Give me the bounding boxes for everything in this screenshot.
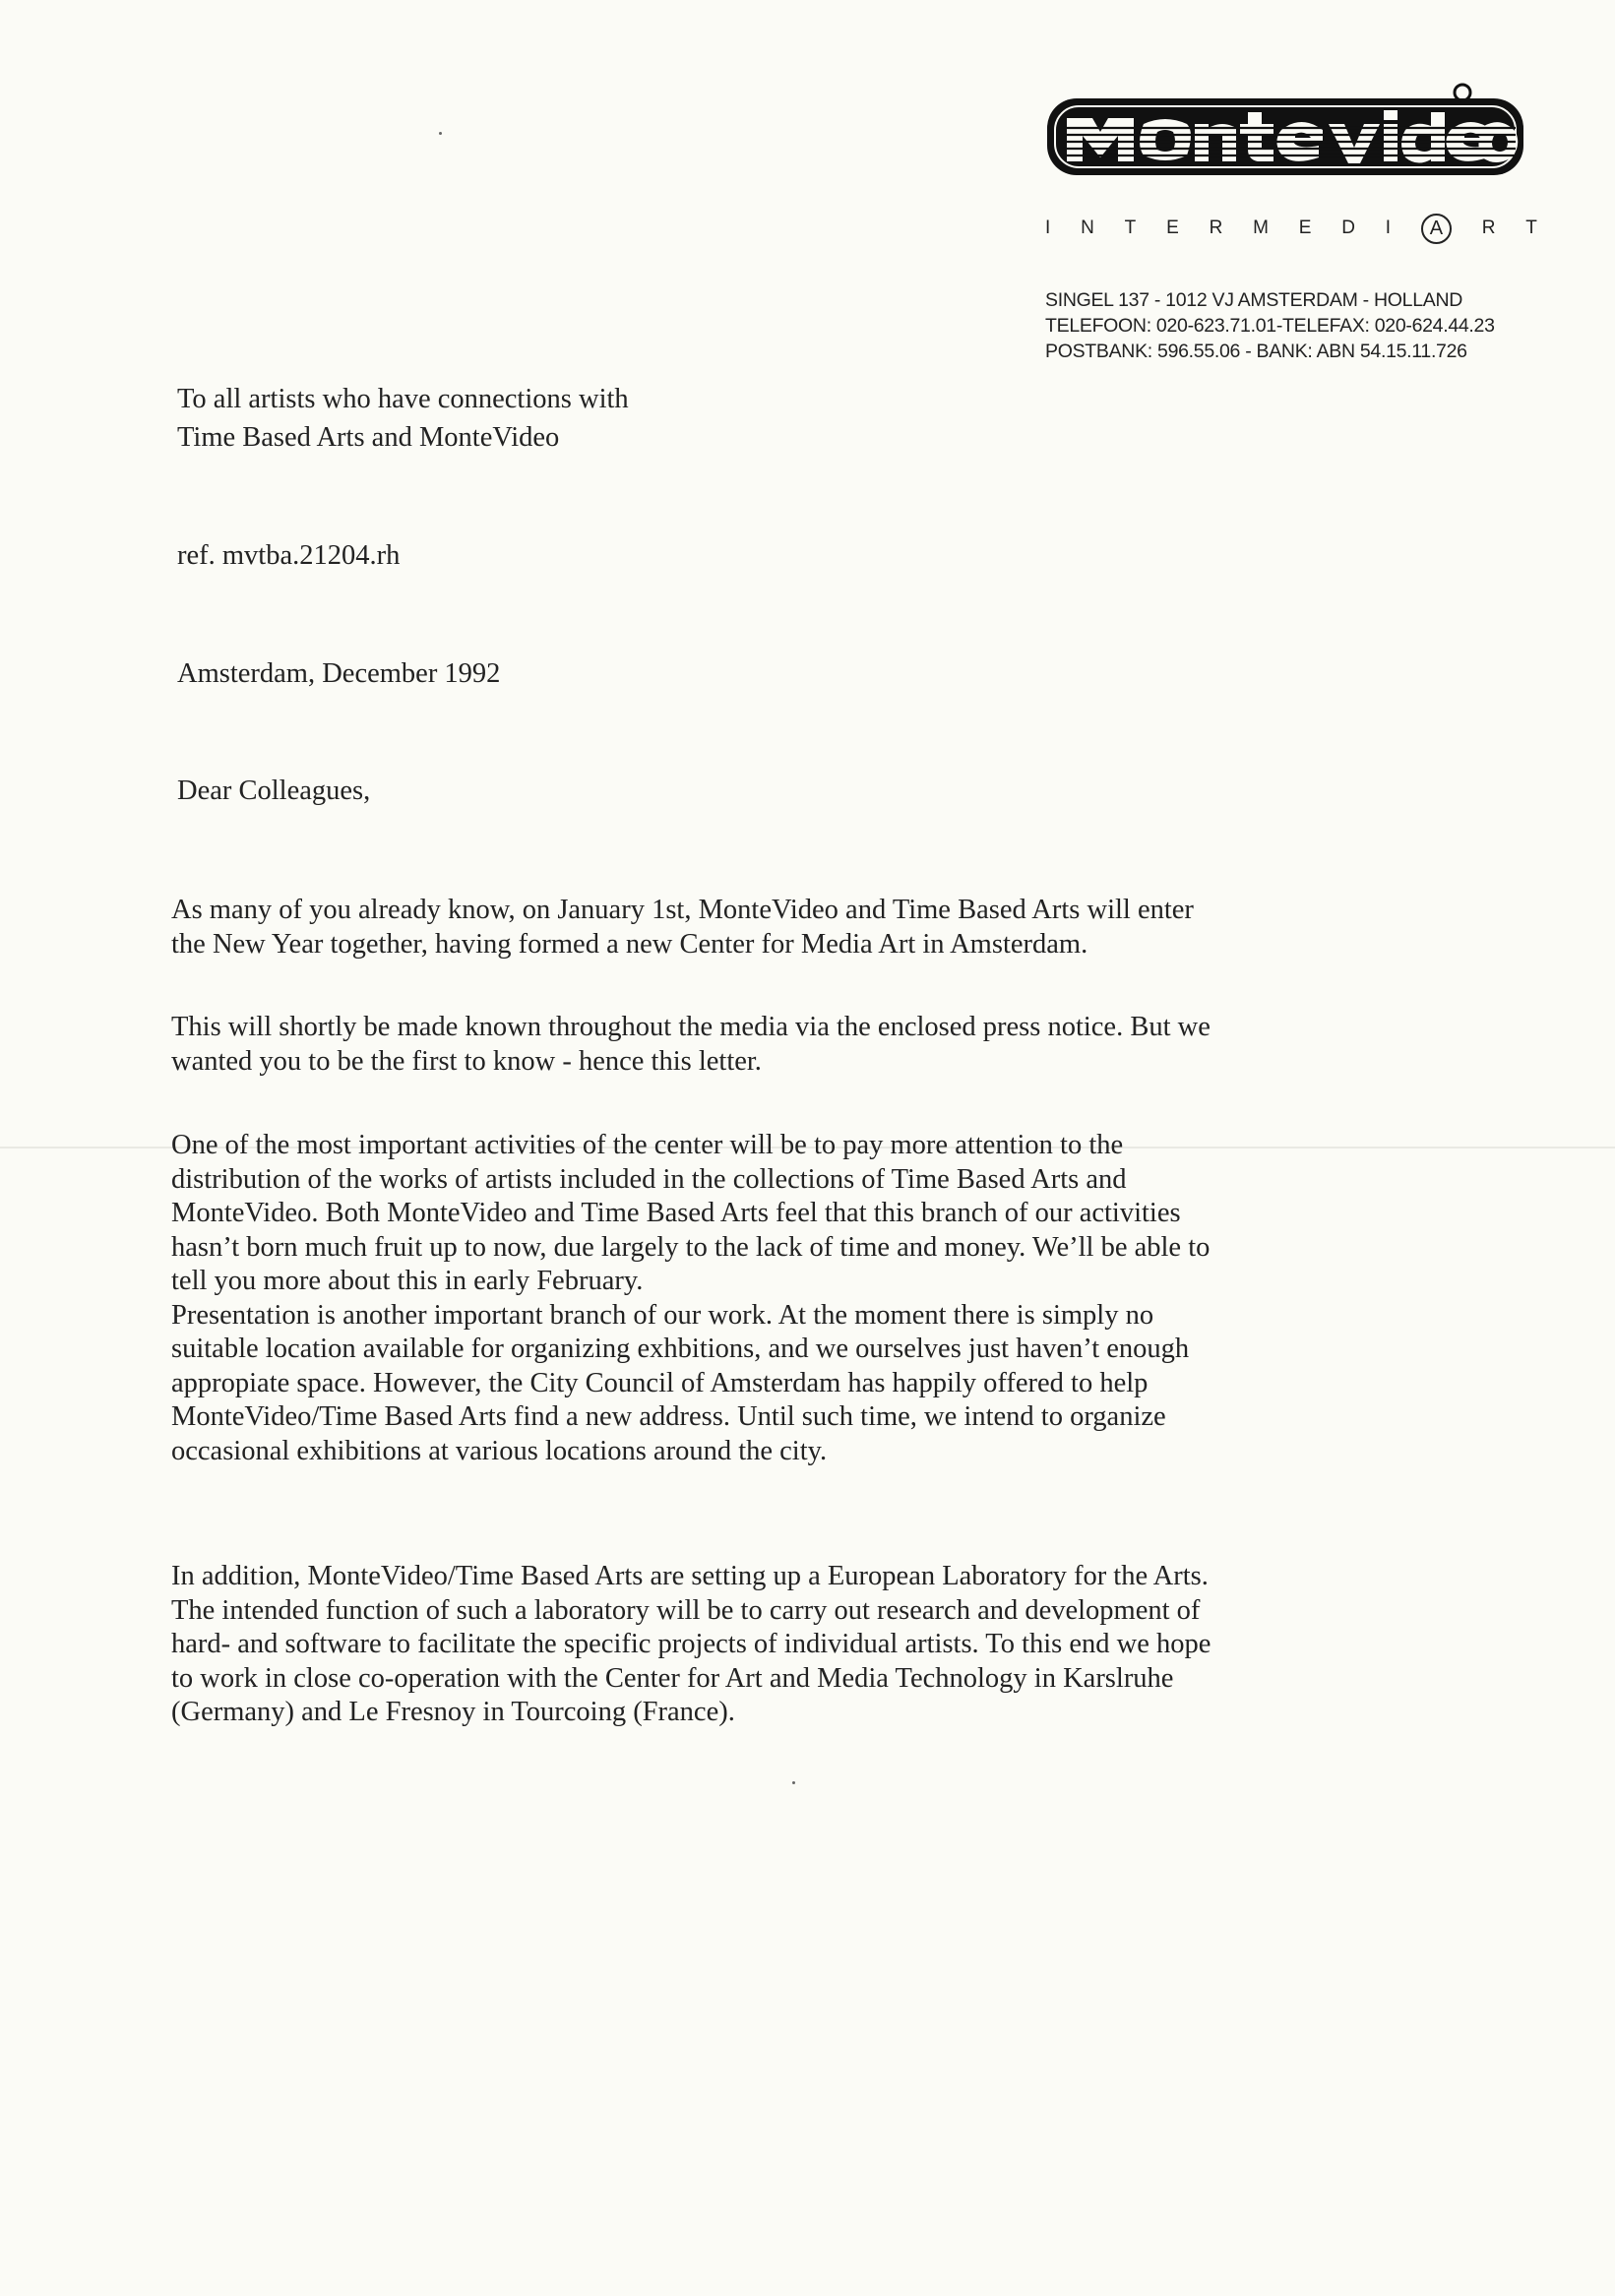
paragraph-line: (Germany) and Le Fresnoy in Tourcoing (France). [171, 1697, 735, 1727]
paragraph-2 [171, 1011, 1411, 1079]
paragraph-line: occasional exhibitions at various locations around the city. [171, 1435, 828, 1466]
paragraph-1 [171, 894, 1411, 962]
paragraph-line: Presentation is another important branch of our work. At the moment there is simply no [171, 1299, 1154, 1331]
subtitle-letter: R [1481, 217, 1496, 238]
paragraph-line: distribution of the works of artists included in the collections of Time Based Arts and [171, 1163, 1127, 1195]
paragraph-line: One of the most important activities of the center will be to pay more attention to the [171, 1130, 1124, 1160]
recipient-line: To all artists who have connections with [177, 384, 629, 414]
paragraph-line: MonteVideo/Time Based Arts find a new address. Until such time, we intend to organize [171, 1401, 1166, 1432]
intermediart-subtitle [1045, 209, 1537, 248]
letterhead-address [1045, 287, 1495, 364]
paragraph-line: As many of you already know, on January 1st, MonteVideo and Time Based Arts will enter [171, 895, 1194, 925]
paragraph-line: to work in close co-operation with the Center for Art and Media Technology in Karslruhe [171, 1662, 1174, 1694]
subtitle-letter: E [1298, 217, 1312, 238]
paragraph-line: the New Year together, having formed a new Center for Media Art in Amsterdam. [171, 928, 1088, 960]
salutation: Dear Colleagues, [177, 776, 371, 806]
reference: ref. mvtba.21204.rh [177, 540, 401, 571]
paragraph-line: hard- and software to facilitate the specific projects of individual artists. To this end we hope [171, 1629, 1211, 1659]
paragraph-3 [171, 1129, 1411, 1468]
bank-line: POSTBANK: 596.55.06 - BANK: ABN 54.15.11.726 [1045, 341, 1467, 362]
paragraph-line: In addition, MonteVideo/Time Based Arts are setting up a European Laboratory for the Arts. [171, 1561, 1209, 1591]
subtitle-letter: I [1045, 217, 1051, 238]
subtitle-letter: T [1124, 217, 1137, 238]
date-line: Amsterdam, December 1992 [177, 658, 501, 689]
paragraph-line: hasn’t born much fruit up to now, due largely to the lack of time and money. We’ll be able to [171, 1231, 1211, 1263]
paper-speck [439, 132, 442, 135]
subtitle-letter: I [1385, 217, 1392, 238]
paragraph-line: suitable location available for organizing exhbitions, and we ourselves just haven’t enough [171, 1334, 1190, 1364]
montevideo-logo [1045, 81, 1525, 187]
subtitle-letter: D [1341, 217, 1355, 238]
paragraph-line: tell you more about this in early February. [171, 1266, 644, 1296]
address-line: SINGEL 137 - 1012 VJ AMSTERDAM - HOLLAND [1045, 289, 1463, 311]
paragraph-line: The intended function of such a laboratory will be to carry out research and development of [171, 1594, 1201, 1626]
phone-fax-line: TELEFOON: 020-623.71.01-TELEFAX: 020-624.44.23 [1045, 315, 1495, 337]
subtitle-letter: R [1209, 217, 1223, 238]
subtitle-letter: N [1081, 217, 1094, 238]
paragraph-line: This will shortly be made known throughout the media via the enclosed press notice. But we [171, 1012, 1211, 1042]
subtitle-letter: T [1525, 217, 1537, 238]
paper-speck [792, 1781, 795, 1784]
paragraph-line: appropiate space. However, the City Council of Amsterdam has happily offered to help [171, 1367, 1149, 1398]
paragraph-4 [171, 1560, 1411, 1730]
subtitle-letter: E [1166, 217, 1179, 238]
paragraph-line: wanted you to be the first to know - hence this letter. [171, 1045, 762, 1077]
subtitle-letter: M [1253, 217, 1269, 238]
circled-a-letter: A [1421, 214, 1452, 244]
recipient-line: Time Based Arts and MonteVideo [177, 422, 560, 453]
paragraph-line: MonteVideo. Both MonteVideo and Time Based Arts feel that this branch of our activities [171, 1198, 1181, 1228]
